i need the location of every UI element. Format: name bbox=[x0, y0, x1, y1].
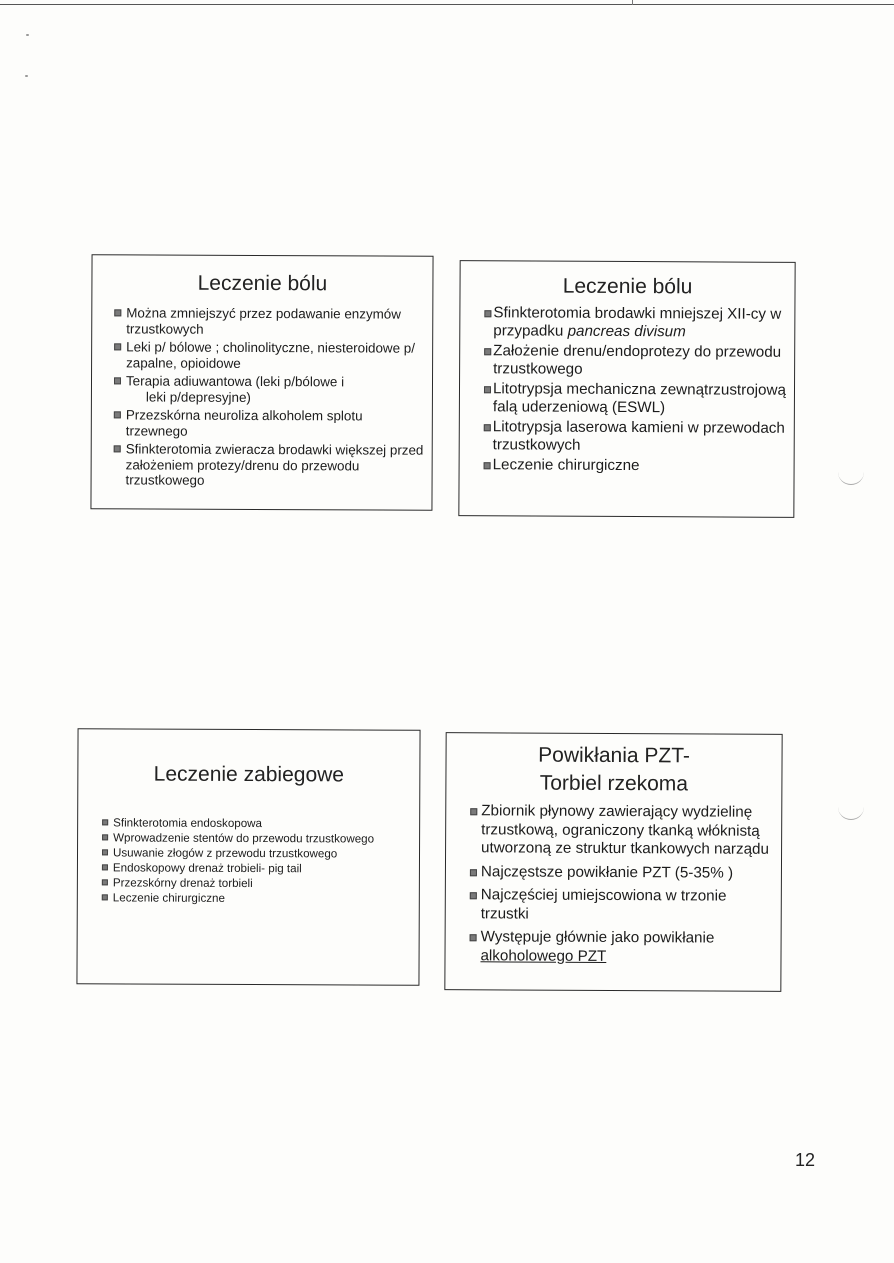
list-item: Leczenie chirurgiczne bbox=[484, 456, 788, 476]
clipped-text: alkoholowego PZT bbox=[480, 946, 607, 965]
list-item: Wprowadzenie stentów do przewodu trzustkowego bbox=[102, 831, 411, 845]
bullet-list bbox=[460, 304, 795, 476]
list-item: Przezskórna neuroliza alkoholem splotu trzewnego bbox=[114, 407, 424, 439]
list-item: Zbiornik płynowy zawierający wydzielinę trzustkową, ograniczony tkanką włóknistą utworzoną ze struktur tkankowych narządu bbox=[470, 802, 775, 859]
slide-title bbox=[446, 733, 781, 799]
bullet-square-icon bbox=[114, 377, 121, 384]
list-item: Endoskopowy drenaż trobieli- pig tail bbox=[102, 861, 411, 875]
list-item: Sfinkterotomia brodawki mniejszej XII-cy w przypadku pancreas divisum bbox=[484, 304, 788, 342]
margin-mark bbox=[838, 470, 864, 485]
bullet-list bbox=[445, 802, 781, 967]
bullet-square-icon bbox=[102, 849, 108, 855]
list-item: Przezskórny drenaż torbieli bbox=[102, 876, 411, 890]
bullet-square-icon bbox=[470, 934, 477, 941]
slide-leczenie-zabiegowe bbox=[76, 728, 420, 985]
slide-title: Leczenie bólu bbox=[562, 274, 693, 299]
list-item: Usuwanie złogów z przewodu trzustkowego bbox=[102, 846, 411, 860]
bullet-square-icon bbox=[114, 445, 121, 452]
list-item: Najczęstsze powikłanie PZT (5-35% ) bbox=[470, 863, 775, 883]
slide-powiklania-pzt bbox=[444, 732, 782, 992]
slide-leczenie-bolu-2 bbox=[458, 260, 795, 518]
italic-term: pancreas divisum bbox=[567, 322, 686, 341]
slide-title-line: Powikłania PZT- bbox=[538, 743, 690, 768]
bullet-square-icon bbox=[484, 310, 491, 317]
bullet-square-icon bbox=[114, 411, 121, 418]
bullet-square-icon bbox=[114, 343, 121, 350]
bullet-square-icon bbox=[102, 864, 108, 870]
list-item: Występuje głównie jako powikłanie alkoholowego PZT bbox=[469, 928, 774, 967]
list-item-continuation: leki p/depresyjne) bbox=[145, 388, 251, 405]
bullet-square-icon bbox=[484, 424, 491, 431]
bullet-list bbox=[78, 816, 419, 905]
page-number: 12 bbox=[795, 1150, 816, 1170]
list-item: Założenie drenu/endoprotezy do przewodu trzustkowego bbox=[484, 342, 788, 380]
list-item: Leki p/ bólowe ; cholinolityczne, niesteroidowe p/ zapalne, opioidowe bbox=[114, 339, 424, 371]
bullet-square-icon bbox=[484, 386, 491, 393]
list-item: Sfinkterotomia endoskopowa bbox=[102, 816, 411, 830]
list-item: Najczęściej umiejscowiona w trzonie trzustki bbox=[470, 886, 775, 925]
slide-title: Leczenie zabiegowe bbox=[153, 762, 345, 787]
bullet-square-icon bbox=[470, 869, 477, 876]
top-edge-tick bbox=[632, 0, 633, 5]
list-item: Sfinkterotomia zwieracza brodawki większej przed założeniem protezy/drenu do przewodu trzustkowego bbox=[114, 441, 424, 489]
bullet-square-icon bbox=[484, 348, 491, 355]
bullet-square-icon bbox=[102, 834, 108, 840]
list-item: Litotrypsja laserowa kamieni w przewodach trzustkowych bbox=[484, 418, 788, 456]
bullet-square-icon bbox=[470, 808, 477, 815]
scan-speck bbox=[26, 34, 29, 36]
bullet-square-icon bbox=[484, 462, 491, 469]
bullet-square-icon bbox=[470, 892, 477, 899]
margin-mark bbox=[838, 805, 864, 820]
slide-title-line: Torbiel rzekoma bbox=[539, 771, 689, 796]
scan-speck bbox=[25, 75, 28, 77]
bullet-list bbox=[92, 305, 433, 489]
list-item: Można zmniejszyć przez podawanie enzymów trzustkowych bbox=[114, 305, 424, 337]
top-edge-rule bbox=[0, 4, 894, 5]
bullet-square-icon bbox=[102, 894, 108, 900]
slide-leczenie-bolu-1 bbox=[90, 254, 433, 510]
bullet-square-icon bbox=[102, 819, 108, 825]
list-item: Leczenie chirurgiczne bbox=[102, 891, 411, 905]
bullet-square-icon bbox=[114, 309, 121, 316]
list-item: Terapia adiuwantowa (leki p/bólowe i bbox=[114, 373, 424, 390]
list-item: Litotrypsja mechaniczna zewnątrzustrojową falą uderzeniową (ESWL) bbox=[484, 380, 788, 418]
bullet-square-icon bbox=[102, 879, 108, 885]
slide-title: Leczenie bólu bbox=[197, 271, 328, 296]
